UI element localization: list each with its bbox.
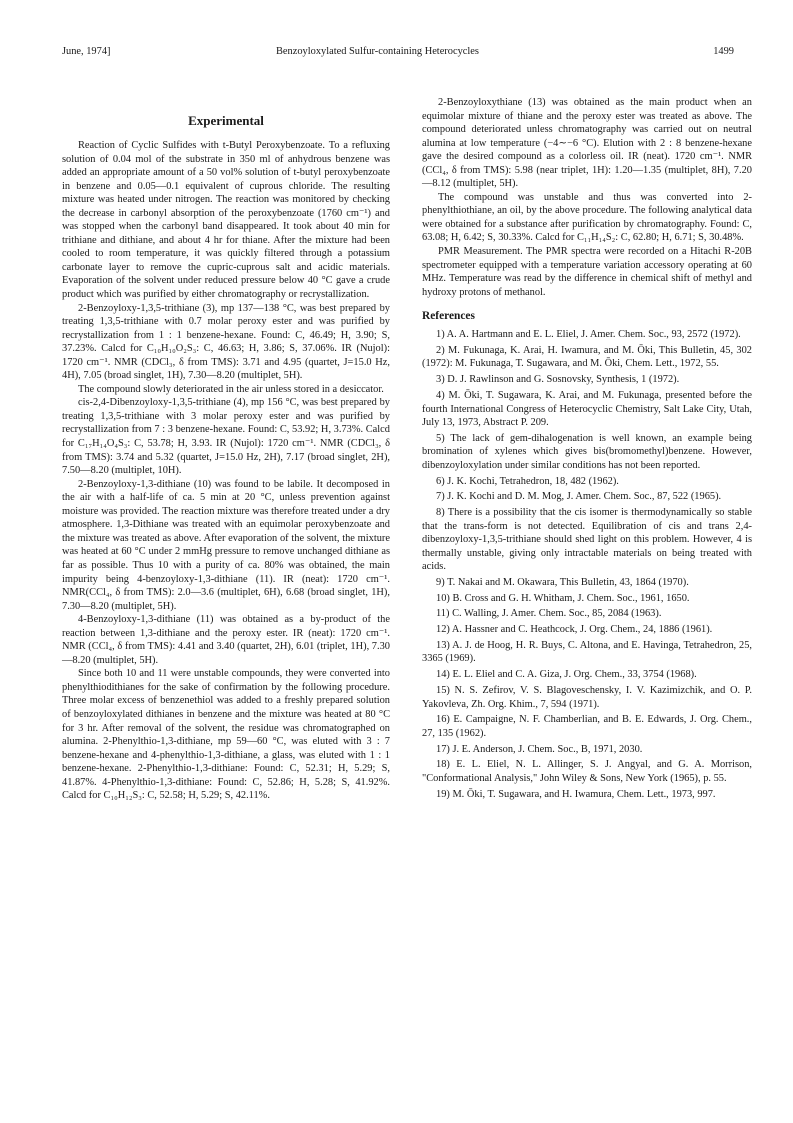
reference-list	[422, 328, 752, 801]
paragraph-compound-10: 2-Benzoyloxy-1,3-dithiane (10) was found to be labile. It decomposed in the air with a half-life of ca. 5 min at 20 °C, unless prevention against moisture was provided. The reaction mixture was therefore treated under a dry atmosphere. 1,3-Dithiane was treated with an equimolar peroxybenzoate and the mixture was treated as above. After evaporation of the solvent, the mixture was heated at 60 °C under 2 mmHg pressure to remove unchanged dithiane as far as possible. Thus 10 with a purity of ca. 80% was obtained, the main impurity being 4-benzoyloxy-1,3-dithiane (11). IR (neat): 1720 cm⁻¹. NMR(CCl₄, δ from TMS): 2.0—3.6 (multiplet, 6H), 6.68 (broad singlet, 1H), 7.30—8.20 (multiplet, 5H).	[62, 478, 390, 612]
reference-item: 4) M. Ōki, T. Sugawara, K. Arai, and M. Fukunaga, presented before the fourth International Congress of Heterocyclic Chemistry, Salt Lake City, Utah, July 13, 1973, Abstract P. 209.	[422, 389, 752, 429]
paragraph-compound-13: 2-Benzoyloxythiane (13) was obtained as the main product when an equimolar mixture of thiane and the peroxy ester was treated as above. The compound deteriorated unless chromatography was carried out on neutral alumina at low temperature (−4∼−6 °C). Elution with 2 : 8 benzene-hexane gave the desired compound as a colorless oil. IR (neat). 1720 cm⁻¹. NMR (CCl₄, δ from TMS): 5.98 (near triplet, 1H): 1.20—1.35 (multiplet, 8H), 7.20—8.12 (multiplet, 5H).	[422, 97, 752, 190]
paragraph-phenylthiothiane: The compound was unstable and thus was converted into 2-phenylthiothiane, an oil, by the above procedure. The following analytical data were obtained for a substance after purification by chromatography. Found: C, 63.08; H, 6.42; S, 30.33%. Calcd for C₁₁H₁₄S₂: C, 62.80; H, 6.71; S, 30.48%.	[422, 191, 752, 244]
paragraph-pmr: PMR Measurement. The PMR spectra were recorded on a Hitachi R-20B spectrometer equipped with a temperature variation accessory operating at 60 MHz. Temperature was read by the difference in chemical shift of methyl and hydroxy protons of methanol.	[422, 246, 752, 298]
reference-item: 9) T. Nakai and M. Okawara, This Bulletin, 43, 1864 (1970).	[436, 577, 689, 588]
reference-item: 13) A. J. de Hoog, H. R. Buys, C. Altona, and E. Havinga, Tetrahedron, 25, 3365 (1969).	[422, 639, 752, 665]
reference-item: 2) M. Fukunaga, K. Arai, H. Iwamura, and M. Ōki, This Bulletin, 45, 302 (1972): M. Fukunaga, T. Sugawara, and M. Ōki, Chem. Lett., 1972, 55.	[422, 344, 752, 370]
reference-item: 8) There is a possibility that the cis isomer is thermodynamically so stable that the trans-form is not detected. Equilibration of cis and trans 2,4-dibenzoyloxy-1,3,5-trithiane should shed light on this problem. However, 4 is thermally unstable, giving only intractable materials on being treated with acids.	[422, 507, 752, 573]
reference-item: 1) A. A. Hartmann and E. L. Eliel, J. Amer. Chem. Soc., 93, 2572 (1972).	[436, 329, 741, 341]
reference-item: 15) N. S. Zefirov, V. S. Blagoveschensky, I. V. Kazimizchik, and O. P. Yakovleva, Zh. Org. Khim., 7, 594 (1971).	[422, 684, 752, 710]
left-column	[62, 96, 390, 803]
paragraph-compound-11: 4-Benzoyloxy-1,3-dithiane (11) was obtained as a by-product of the reaction between 1,3-dithiane and the peroxy ester. IR (neat): 1720 cm⁻¹. NMR (CCl₄, δ from TMS): 4.41 and 3.40 (quartet, 2H), 6.01 (triplet, 1H), 7.30—8.20 (multiplet, 5H).	[62, 614, 390, 666]
page-number: 1499	[713, 46, 734, 57]
reference-item: 5) The lack of gem-dihalogenation is well known, an example being bromination of xylenes which gives bis(bromomethyl)benzene. However, dibenzoyloxylation under similar conditions has not been reported.	[422, 432, 752, 471]
reference-item: 18) E. L. Eliel, N. L. Allinger, S. J. Angyal, and G. A. Morrison, "Conformational Analysis," John Wiley & Sons, New York (1965), p. 55.	[422, 759, 752, 784]
paragraph-phenylthio: Since both 10 and 11 were unstable compounds, they were converted into phenylthiodithianes for the sake of confirmation by the following procedure. Three molar excess of benzenethiol was added to a freshly prepared solution of benzoyloxylated dithianes in benzene and the mixture was heated at 80 °C for 3 hr. After removal of the solvent, the residue was chromatographed on alumina. 2-Phenylthio-1,3-dithiane, mp 59—60 °C, was eluted with 3 : 7 benzene-hexane and 4-phenylthio-1,3-dithiane, a glass, was eluted with 1 : 1 benzene-hexane. 2-Phenylthio-1,3-dithiane: Found: C, 52.31; H, 5.29; S, 41.87%. 4-Phenylthio-1,3-dithiane: Found: C, 52.86; H, 5.28; S, 41.92%. Calcd for C₁₀H₁₂S₃: C, 52.58; H, 5.29; S, 42.11%.	[62, 668, 390, 802]
header-date: June, 1974]	[62, 46, 111, 57]
right-column	[422, 96, 752, 803]
reference-item: 17) J. E. Anderson, J. Chem. Soc., B, 1971, 2030.	[436, 743, 643, 755]
section-title: Experimental	[188, 113, 264, 128]
paragraph-reaction: Reaction of Cyclic Sulfides with t-Butyl Peroxybenzoate. To a refluxing solution of 0.04 mol of the substrate in 350 ml of anhydrous benzene was added an appropriate amount of a 50 vol% solution of t-butyl peroxybenzoate in benzene and 0.05—0.1 equivalent of cuprous chloride. The resulting mixture was heated under nitrogen. The reaction was monitored by checking the decrease in carbonyl absorption of the peroxybenzoate (1760 cm⁻¹) and was stopped when the carbonyl band disappeared. It took about 40 min for trithiane and dithiane, and about 4 hr for thiane. After the mixture had been cooled to room temperature, it was quickly filtered through a potassium carbonate layer to remove the cupric-cuprous salt and acidic materials. Evaporation of the solvent under reduced pressure below 40 °C gave a crude product which was purified by either chromatography or recrystallization.	[62, 140, 390, 301]
running-title: Benzoyloxylated Sulfur-containing Heterocycles	[276, 46, 479, 57]
reference-item: 7) J. K. Kochi and D. M. Mog, J. Amer. Chem. Soc., 87, 522 (1965).	[436, 491, 722, 503]
reference-item: 11) C. Walling, J. Amer. Chem. Soc., 85, 2084 (1963).	[436, 608, 662, 620]
reference-item: 6) J. K. Kochi, Tetrahedron, 18, 482 (1962).	[436, 475, 619, 487]
page-header	[62, 46, 734, 62]
reference-item: 12) A. Hassner and C. Heathcock, J. Org. Chem., 24, 1886 (1961).	[436, 624, 713, 636]
reference-item: 3) D. J. Rawlinson and G. Sosnovsky, Synthesis, 1 (1972).	[436, 374, 680, 386]
paragraph-compound-4: cis-2,4-Dibenzoyloxy-1,3,5-trithiane (4), mp 156 °C, was best prepared by treating 1,3,5-trithiane with 3 molar peroxy ester and was purified by recrystallization from 7 : 3 benzene-hexane. Found: C, 53.92; H, 3.73%. Calcd for C₁₇H₁₄O₄S₃: C, 53.78; H, 3.93. IR (Nujol): 1720 cm⁻¹. NMR (CDCl₃, δ from TMS): 3.74 and 5.32 (quartet, J=15.0 Hz, 2H), 7.17 (broad singlet, 2H), 7.50—8.20 (multiplet, 10H).	[62, 397, 390, 477]
paragraph-compound-3-note: The compound slowly deteriorated in the air unless stored in a desiccator.	[78, 383, 384, 395]
paragraph-compound-3: 2-Benzoyloxy-1,3,5-trithiane (3), mp 137—138 °C, was best prepared by treating 1,3,5-trithiane with 0.7 molar peroxy ester and was purified by recrystallization from 1 : 1 benzene-hexane. Found: C, 46.49; H, 3.90; S, 37.23%. Calcd for C₁₀H₁₀O₂S₃: C, 46.63; H, 3.86; S, 37.06%. IR (Nujol): 1720 cm⁻¹. NMR (CDCl₃, δ from TMS): 3.71 and 4.95 (quartet, J=15.0 Hz, 4H), 7.05 (broad singlet, 1H), 7.30—8.20 (multiplet, 5H).	[62, 302, 390, 382]
reference-item: 10) B. Cross and G. H. Whitham, J. Chem. Soc., 1961, 1650.	[436, 592, 690, 604]
reference-item: 19) M. Ōki, T. Sugawara, and H. Iwamura, Chem. Lett., 1973, 997.	[436, 788, 716, 800]
reference-item: 14) E. L. Eliel and C. A. Giza, J. Org. Chem., 33, 3754 (1968).	[436, 669, 697, 681]
references-title: References	[422, 310, 475, 323]
reference-item: 16) E. Campaigne, N. F. Chamberlian, and B. E. Edwards, J. Org. Chem., 27, 135 (1962).	[422, 714, 752, 739]
